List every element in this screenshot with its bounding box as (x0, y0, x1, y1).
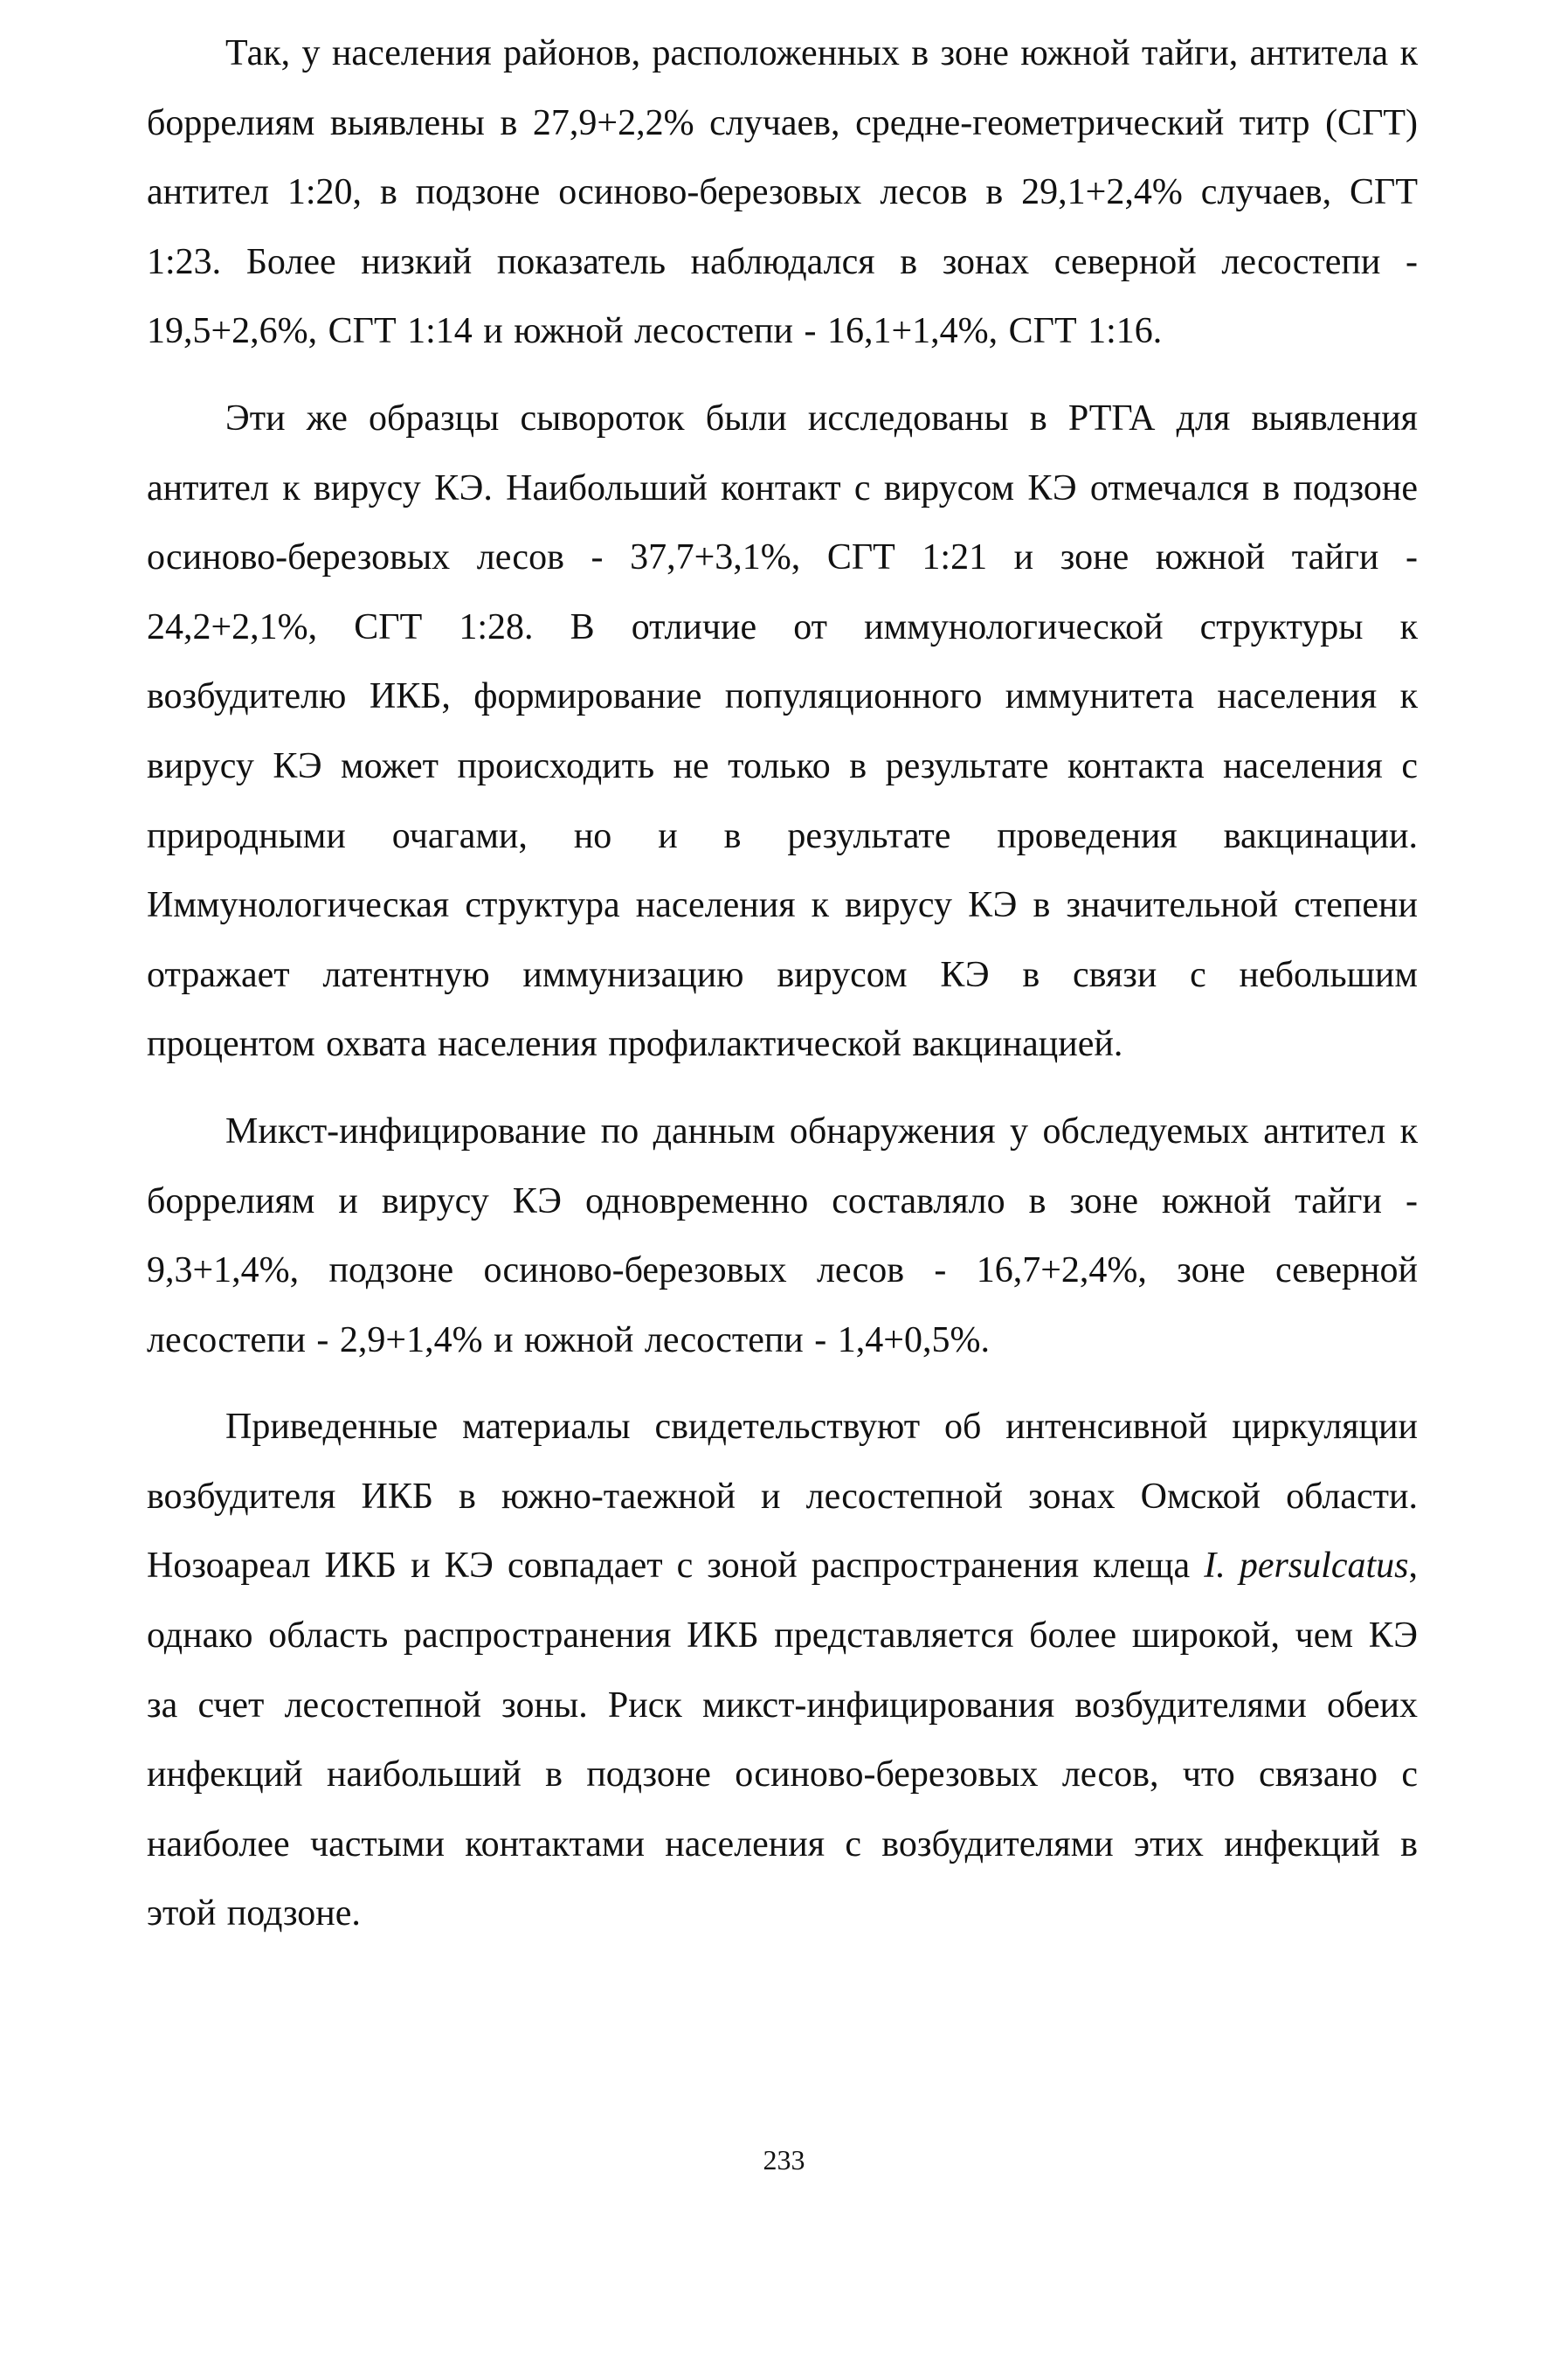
paragraph-mixed-infection: Микст-инфицирование по данным обнаружения у обследуемых антител к боррелиям и вирусу КЭ одновременно составляло в зоне южной тайги - 9,3+1,4%, подзоне осиново-березовых лесов - 16,7+2,4%, зоне северной лесостепи - 2,9+1,4% и южной лесостепи - 1,4+0,5%. (147, 1110, 1418, 1360)
paragraph-antibodies-borrelia: Так, у населения районов, расположенных в зоне южной тайги, антитела к боррелиям выявлены в 27,9+2,2% случаев, средне-геометрический титр (СГТ) антител 1:20, в подзоне осиново-березовых лесов в 29,1+2,4% случаев, СГТ 1:23. Более низкий показатель наблюдался в зонах северной лесостепи - 19,5+2,6%, СГТ 1:14 и южной лесостепи - 16,1+1,4%, СГТ 1:16. (147, 33, 1418, 352)
paragraph-tbe-virus-antibodies: Эти же образцы сывороток были исследованы в РТГА для выявления антител к вирусу КЭ. Наибольший контакт с вирусом КЭ отмечался в подзоне осиново-березовых лесов - 37,7+3,1%, СГТ 1:21 и зоне южной тайги - 24,2+2,1%, СГТ 1:28. В отличие от иммунологической структуры к возбудителю ИКБ, формирование популяционного иммунитета населения к вирусу КЭ может происходить не только в результате контакта населения с природными очагами, но и в результате проведения вакцинации. Иммунологическая структура населения к вирусу КЭ в значительной степени отражает латентную иммунизацию вирусом КЭ в связи с небольшим процентом охвата населения профилактической вакцинацией. (147, 398, 1418, 1065)
conclusion-text-start: Приведенные материалы свидетельствуют об интенсивной циркуляции возбудителя ИКБ в южно-таежной и лесостепной зонах Омской области. Нозоареал ИКБ и КЭ совпадает с зоной распространения клеща (147, 1407, 1418, 1587)
paragraph-conclusion (147, 1393, 1418, 1949)
conclusion-text-end: , однако область распространения ИКБ представляется более широкой, чем КЭ за счет лесостепной зоны. Риск микст-инфицирования возбудителями обеих инфекций наибольший в подзоне осиново-березовых лесов, что связано с наиболее частыми контактами населения с возбудителями этих инфекций в этой подзоне. (147, 1546, 1418, 1934)
document-body (147, 19, 1418, 1967)
page-number: 233 (763, 2144, 805, 2176)
species-name: I. persulcatus (1204, 1546, 1409, 1587)
